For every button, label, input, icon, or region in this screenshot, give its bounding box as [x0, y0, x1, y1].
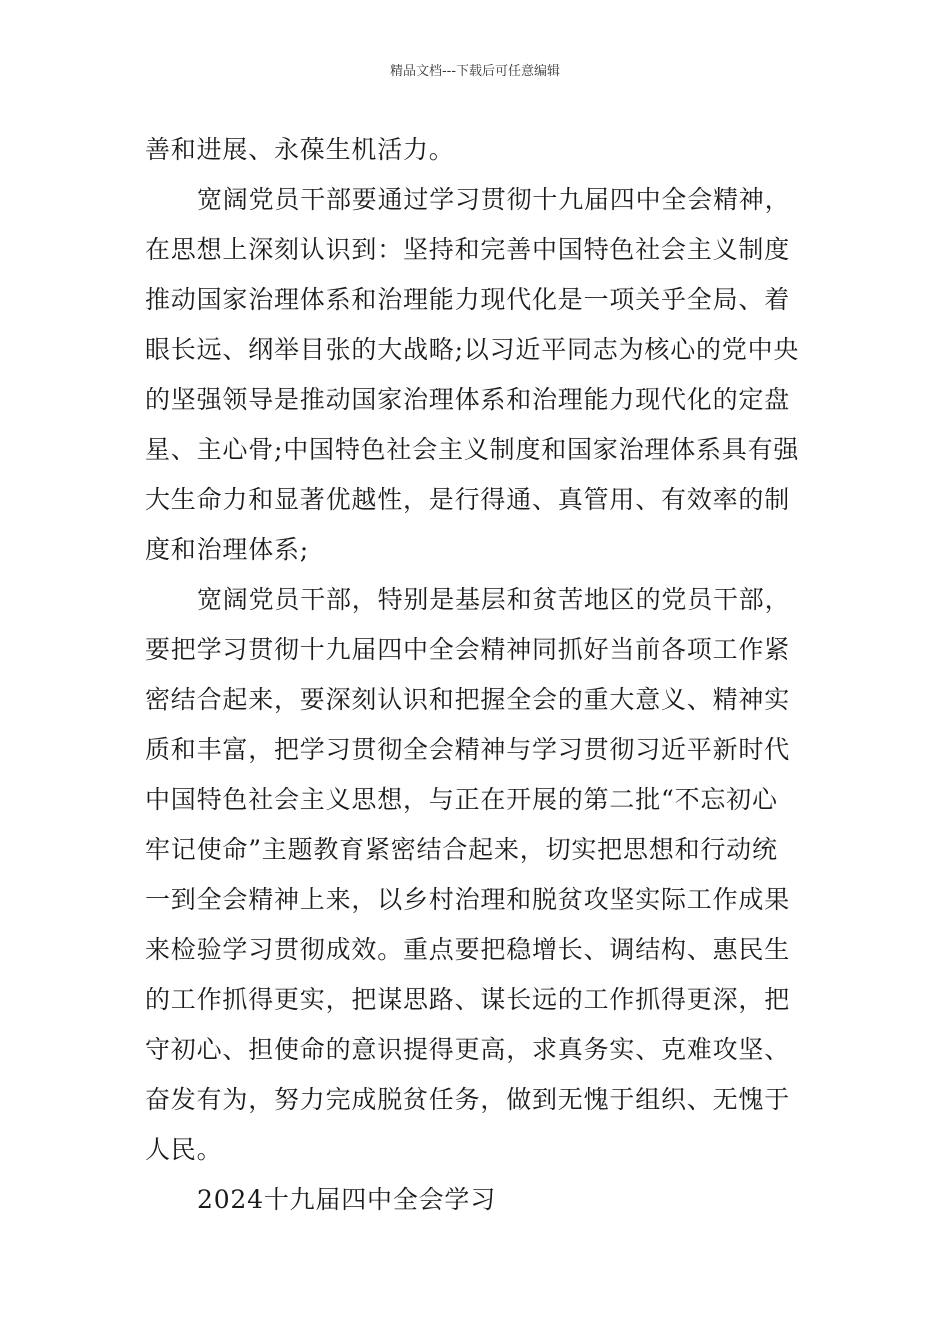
text-line: 一到全会精神上来，以乡村治理和脱贫攻坚实际工作成果: [145, 885, 791, 914]
text-line: 来检验学习贯彻成效。重点要把稳增长、调结构、惠民生: [145, 935, 791, 964]
text-line: 要把学习贯彻十九届四中全会精神同抓好当前各项工作紧: [145, 635, 791, 664]
text-line: 的坚强领导是推动国家治理体系和治理能力现代化的定盘: [145, 385, 791, 414]
text-line: 守初心、担使命的意识提得更高，求真务实、克难攻坚、: [145, 1035, 791, 1064]
text-line: 中国特色社会主义思想，与正在开展的第二批“不忘初心: [145, 785, 778, 814]
text-line: 大生命力和显著优越性，是行得通、真管用、有效率的制: [145, 485, 791, 514]
text-line: 眼长远、纲举目张的大战略;以习近平同志为核心的党中央: [145, 335, 800, 364]
text-line: 人民。: [145, 1135, 223, 1164]
text-line: 度和治理体系;: [145, 535, 310, 564]
text-line: 推动国家治理体系和治理能力现代化是一项关乎全局、着: [145, 285, 791, 314]
text-line: 善和进展、永葆生机活力。: [145, 135, 455, 164]
text-line: 牢记使命”主题教育紧密结合起来，切实把思想和行动统: [145, 835, 778, 864]
text-line: 星、主心骨;中国特色社会主义制度和国家治理体系具有强: [145, 435, 800, 464]
text-line: 质和丰富，把学习贯彻全会精神与学习贯彻习近平新时代: [145, 735, 791, 764]
paragraph-start: 宽阔党员干部，特别是基层和贫苦地区的党员干部，: [197, 585, 791, 614]
text-line: 密结合起来，要深刻认识和把握全会的重大意义、精神实: [145, 685, 791, 714]
section-heading: 2024十九届四中全会学习: [197, 1185, 497, 1214]
text-line: 奋发有为，努力完成脱贫任务，做到无愧于组织、无愧于: [145, 1085, 791, 1114]
text-line: 的工作抓得更实，把谋思路、谋长远的工作抓得更深，把: [145, 985, 791, 1014]
page-header: 精品文档---下载后可任意编辑: [389, 64, 561, 79]
paragraph-start: 宽阔党员干部要通过学习贯彻十九届四中全会精神，: [197, 185, 791, 214]
text-line: 在思想上深刻认识到：坚持和完善中国特色社会主义制度: [145, 235, 791, 264]
